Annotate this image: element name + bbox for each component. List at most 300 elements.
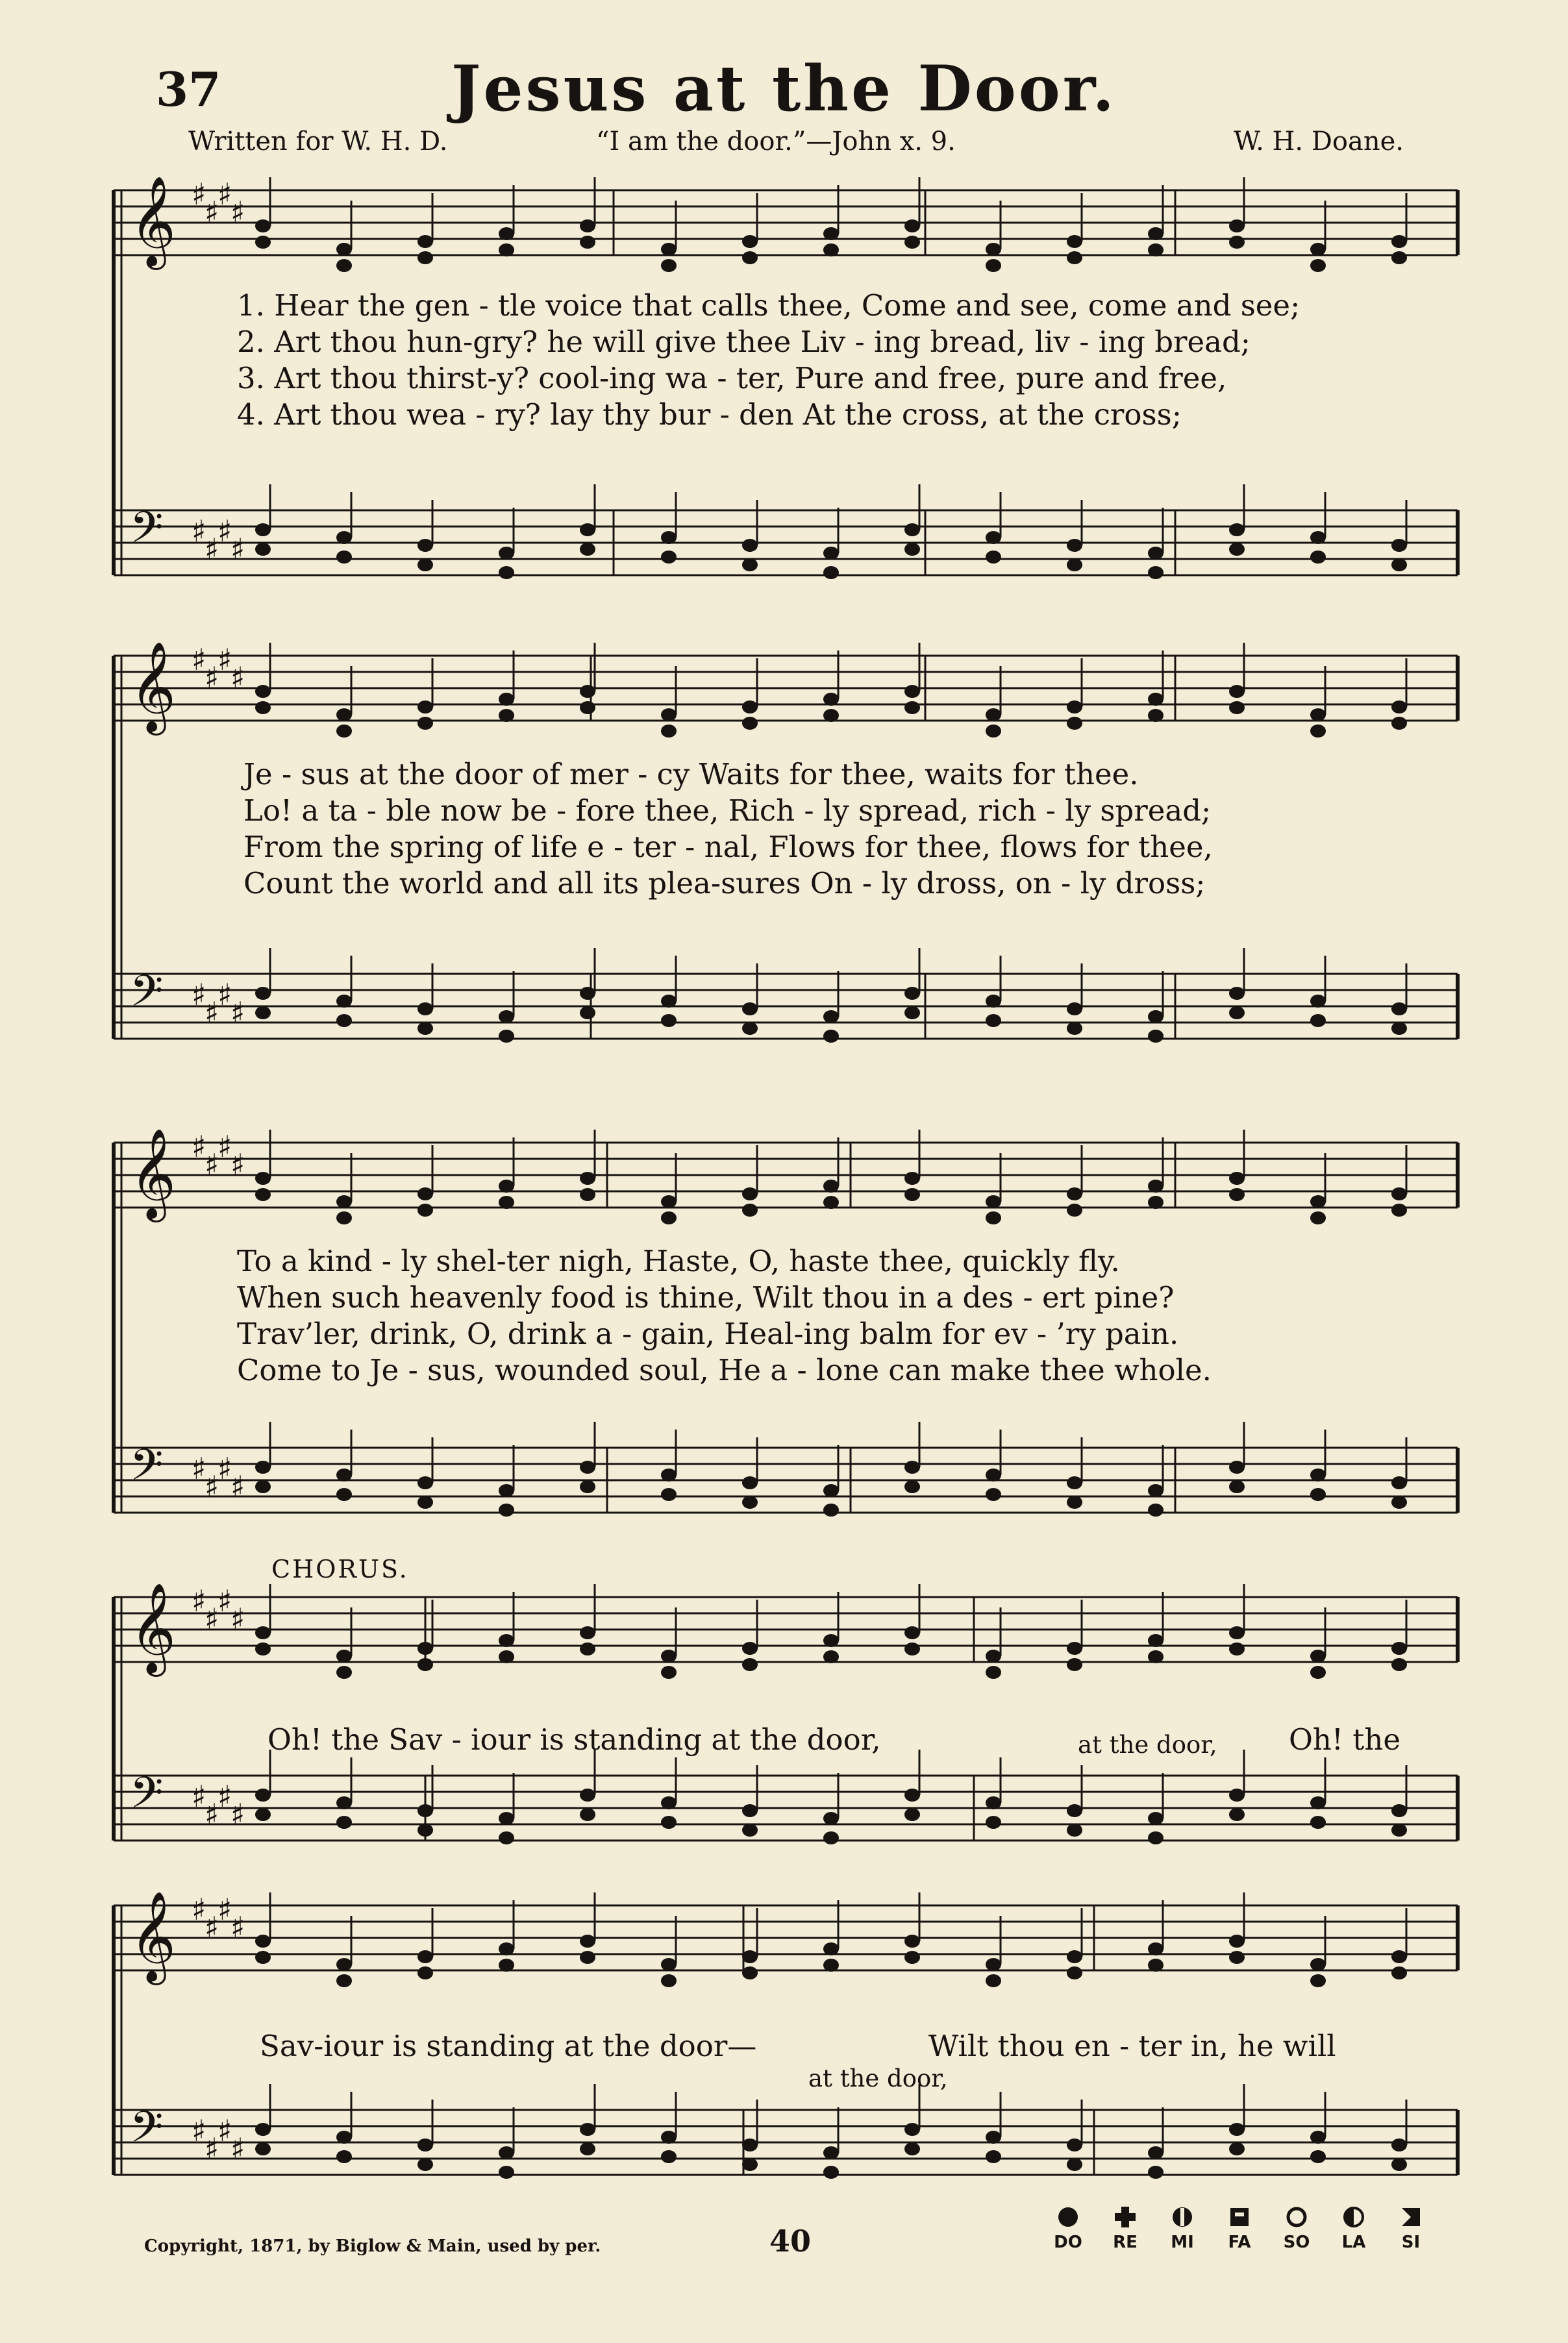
note-head <box>1229 1006 1245 1019</box>
note-head <box>1148 1959 1164 1972</box>
note-head <box>255 1643 271 1655</box>
sharp-icon: ♯ <box>218 1779 232 1814</box>
sharp-icon: ♯ <box>218 514 232 549</box>
note-head <box>255 1188 271 1201</box>
sharp-icon: ♯ <box>192 2113 206 2148</box>
note-head <box>1310 1650 1326 1663</box>
note-head <box>1310 1974 1326 1987</box>
treble-clef-icon: 𝄞 <box>130 176 176 266</box>
note-head <box>1391 1950 1407 1963</box>
note-head <box>661 1796 677 1809</box>
note-head <box>986 1014 1001 1027</box>
half-circle-icon <box>1341 2204 1367 2230</box>
note-head <box>1067 717 1082 730</box>
note-head <box>580 685 595 698</box>
sharp-icon: ♯ <box>205 532 219 567</box>
note-head <box>1391 235 1407 248</box>
note-head <box>336 1958 352 1971</box>
note-head <box>417 2138 433 2151</box>
note-head <box>580 1188 595 1201</box>
note-head <box>904 523 920 536</box>
note-head <box>1391 1658 1407 1671</box>
note-head <box>1229 685 1245 698</box>
note-head <box>255 685 271 698</box>
note-head <box>336 1195 352 1208</box>
note-head <box>1391 1804 1407 1817</box>
note-head <box>823 709 839 722</box>
note-head <box>661 1469 677 1481</box>
lyric-line: To a kind - ly shel-ter nigh, Haste, O, haste thee, quickly fly. <box>237 1244 1120 1278</box>
note-head <box>661 1014 677 1027</box>
square-shape-icon <box>1226 2204 1252 2230</box>
note-head <box>904 1188 920 1201</box>
note-head <box>1148 547 1164 560</box>
note-head <box>580 1643 595 1655</box>
note-head <box>1391 558 1407 571</box>
fa-shape: FA <box>1217 2204 1262 2252</box>
note-head <box>499 1831 514 1844</box>
note-head <box>904 701 920 714</box>
so-shape: SO <box>1274 2204 1319 2252</box>
note-head <box>904 2142 920 2155</box>
note-head <box>1310 1469 1326 1481</box>
note-head <box>580 1172 595 1185</box>
note-head <box>986 1958 1001 1971</box>
note-head <box>255 701 271 714</box>
treble-clef-icon: 𝄞 <box>130 1583 176 1673</box>
note-head <box>1310 725 1326 738</box>
note-head <box>1229 1461 1245 1474</box>
note-head <box>336 2131 352 2144</box>
note-head <box>1067 558 1082 571</box>
note-head <box>499 227 514 240</box>
note-head <box>1229 2142 1245 2155</box>
note-head <box>336 1211 352 1224</box>
note-head <box>499 1634 514 1647</box>
note-head <box>1148 1942 1164 1955</box>
note-head <box>1148 1484 1164 1497</box>
treble-clef-icon: 𝄞 <box>130 641 176 732</box>
note-head <box>661 1211 677 1224</box>
note-head <box>255 1480 271 1493</box>
note-head <box>417 1658 433 1671</box>
sharp-icon: ♯ <box>230 532 245 567</box>
note-head <box>580 987 595 1000</box>
chorus-line-2-cont: Wilt thou en - ter in, he will <box>928 2029 1336 2063</box>
note-head <box>1067 1496 1082 1509</box>
note-head <box>823 693 839 706</box>
note-head <box>661 1958 677 1971</box>
note-head <box>1067 1950 1082 1963</box>
note-head <box>823 243 839 256</box>
bar-circle-icon <box>1169 2204 1195 2230</box>
sharp-icon: ♯ <box>218 642 232 677</box>
note-head <box>986 1796 1001 1809</box>
note-head <box>417 1824 433 1837</box>
note-head <box>986 1469 1001 1481</box>
note-head <box>742 235 758 248</box>
note-head <box>742 1950 758 1963</box>
note-head <box>499 547 514 560</box>
dedication: Written for W. H. D. <box>188 127 448 156</box>
note-head <box>661 1195 677 1208</box>
note-head <box>1391 717 1407 730</box>
note-head <box>580 701 595 714</box>
note-head <box>1067 700 1082 713</box>
note-head <box>823 227 839 240</box>
sharp-icon: ♯ <box>230 2131 245 2166</box>
note-head <box>1391 1187 1407 1200</box>
note-head <box>580 1808 595 1821</box>
note-head <box>580 1951 595 1964</box>
note-head <box>255 1626 271 1639</box>
note-head <box>255 1935 271 1948</box>
verse-lines-system-3 <box>237 1243 1212 1389</box>
note-head <box>1148 1831 1164 1844</box>
note-head <box>499 2166 514 2179</box>
note-head <box>742 251 758 264</box>
note-head <box>255 1172 271 1185</box>
note-head <box>986 531 1001 544</box>
note-head <box>1148 1180 1164 1193</box>
lyric-line: Come to Je - sus, wounded soul, He a - lone can make thee whole. <box>237 1353 1212 1387</box>
page-reference-number: 40 <box>769 2224 812 2259</box>
bass-clef-icon: 𝄢 <box>130 1440 164 1500</box>
note-head <box>823 1959 839 1972</box>
note-head <box>417 1476 433 1489</box>
note-head <box>336 708 352 721</box>
note-head <box>1229 1626 1245 1639</box>
sharp-icon: ♯ <box>205 2131 219 2166</box>
bass-clef-icon: 𝄢 <box>130 502 164 563</box>
note-head <box>1067 1642 1082 1655</box>
note-head <box>1310 1816 1326 1829</box>
note-head <box>742 1002 758 1015</box>
note-head <box>499 2146 514 2159</box>
note-head <box>823 1484 839 1497</box>
note-head <box>986 1974 1001 1987</box>
note-head <box>1148 693 1164 706</box>
note-head <box>499 1942 514 1955</box>
note-head <box>1067 1658 1082 1671</box>
note-head <box>742 1642 758 1655</box>
note-head <box>336 725 352 738</box>
note-head <box>417 1002 433 1015</box>
note-head <box>417 717 433 730</box>
note-head <box>1067 235 1082 248</box>
sharp-icon: ♯ <box>192 642 206 677</box>
note-head <box>742 1824 758 1837</box>
note-head <box>417 1204 433 1217</box>
note-head <box>580 1789 595 1802</box>
lyric-line: 2. Art thou hun-gry? he will give thee Liv - ing bread, liv - ing bread; <box>237 325 1251 359</box>
note-head <box>580 219 595 232</box>
note-head <box>1310 243 1326 256</box>
note-head <box>336 995 352 1008</box>
note-head <box>417 1022 433 1035</box>
do-shape: DO <box>1045 2204 1091 2252</box>
note-head <box>823 2166 839 2179</box>
note-head <box>1229 219 1245 232</box>
note-head <box>499 1504 514 1517</box>
lyric-line: Lo! a ta - ble now be - fore thee, Rich - ly spread, rich - ly spread; <box>243 793 1212 828</box>
open-circle-icon <box>1284 2204 1310 2230</box>
note-head <box>1391 700 1407 713</box>
note-head <box>1310 551 1326 564</box>
note-head <box>1229 2123 1245 2136</box>
note-head <box>904 219 920 232</box>
chorus-line-2: Sav-iour is standing at the door— <box>260 2029 757 2063</box>
sharp-icon: ♯ <box>218 977 232 1012</box>
lyric-line: 4. Art thou wea - ry? lay thy bur - den At the cross, at the cross; <box>237 397 1182 432</box>
sharp-icon: ♯ <box>230 1147 245 1182</box>
note-head <box>580 1461 595 1474</box>
note-head <box>1310 708 1326 721</box>
note-head <box>417 1496 433 1509</box>
note-head <box>823 1196 839 1209</box>
note-head <box>742 2158 758 2171</box>
note-head <box>336 1666 352 1679</box>
chorus-line-1: Oh! the Sav - iour is standing at the door, <box>268 1722 881 1757</box>
mi-shape: MI <box>1160 2204 1205 2252</box>
bass-clef-icon: 𝄢 <box>130 966 164 1026</box>
sharp-icon: ♯ <box>192 1129 206 1164</box>
note-head <box>1148 1030 1164 1043</box>
notched-shape-icon <box>1398 2204 1424 2230</box>
note-head <box>255 987 271 1000</box>
note-head <box>986 995 1001 1008</box>
note-head <box>661 2131 677 2144</box>
note-head <box>1067 1804 1082 1817</box>
note-head <box>417 251 433 264</box>
note-head <box>580 1626 595 1639</box>
sharp-icon: ♯ <box>205 195 219 230</box>
note-head <box>336 551 352 564</box>
lyric-line: When such heavenly food is thine, Wilt thou in a des - ert pine? <box>237 1280 1175 1315</box>
sharp-icon: ♯ <box>230 1797 245 1832</box>
note-head <box>499 693 514 706</box>
note-head <box>336 1974 352 1987</box>
lyric-line: Je - sus at the door of mer - cy Waits for thee, waits for thee. <box>243 757 1139 791</box>
note-head <box>580 1480 595 1493</box>
note-head <box>1148 227 1164 240</box>
note-head <box>986 725 1001 738</box>
chorus-label: CHORUS. <box>271 1555 409 1583</box>
note-head <box>1067 1966 1082 1979</box>
note-head <box>1391 539 1407 552</box>
note-head <box>1310 1796 1326 1809</box>
note-head <box>255 543 271 556</box>
note-head <box>986 1666 1001 1679</box>
sharp-icon: ♯ <box>192 1892 206 1927</box>
note-head <box>904 1935 920 1948</box>
sharp-icon: ♯ <box>218 1583 232 1618</box>
note-head <box>336 531 352 544</box>
bass-clef-icon: 𝄢 <box>130 1768 164 1828</box>
note-head <box>417 1804 433 1817</box>
sharp-icon: ♯ <box>205 660 219 695</box>
lyric-line: Count the world and all its plea-sures On - ly dross, on - ly dross; <box>243 866 1206 900</box>
note-head <box>904 1172 920 1185</box>
note-head <box>1229 523 1245 536</box>
sharp-icon: ♯ <box>205 1602 219 1637</box>
note-head <box>499 566 514 579</box>
note-head <box>417 558 433 571</box>
note-head <box>823 1650 839 1663</box>
note-head <box>904 236 920 249</box>
verse-lines-system-1 <box>237 288 1300 433</box>
sharp-icon: ♯ <box>192 177 206 212</box>
sharp-icon: ♯ <box>230 195 245 230</box>
sharp-icon: ♯ <box>218 2113 232 2148</box>
note-head <box>1391 2138 1407 2151</box>
note-head <box>336 2150 352 2163</box>
re-shape: RE <box>1102 2204 1148 2252</box>
note-head <box>499 1959 514 1972</box>
note-head <box>661 708 677 721</box>
note-head <box>1310 1195 1326 1208</box>
treble-clef-icon: 𝄞 <box>130 1128 176 1219</box>
copyright-notice: Copyright, 1871, by Biglow & Main, used by per. <box>144 2237 601 2256</box>
la-shape: LA <box>1331 2204 1376 2252</box>
note-head <box>742 1496 758 1509</box>
note-head <box>1067 1187 1082 1200</box>
note-head <box>986 259 1001 272</box>
note-head <box>742 1022 758 1035</box>
sharp-icon: ♯ <box>230 995 245 1030</box>
note-head <box>1067 1204 1082 1217</box>
note-head <box>255 236 271 249</box>
sharp-icon: ♯ <box>230 1910 245 1945</box>
note-head <box>904 1643 920 1655</box>
note-head <box>1391 1824 1407 1837</box>
note-head <box>1148 2146 1164 2159</box>
verse-lines-system-2 <box>243 756 1213 902</box>
note-head <box>1310 995 1326 1008</box>
note-head <box>742 1966 758 1979</box>
note-head <box>1310 2131 1326 2144</box>
sharp-icon: ♯ <box>192 977 206 1012</box>
note-head <box>1148 566 1164 579</box>
note-head <box>1148 1634 1164 1647</box>
note-head <box>1391 1476 1407 1489</box>
note-head <box>499 1030 514 1043</box>
sharp-icon: ♯ <box>205 1147 219 1182</box>
note-head <box>336 1488 352 1501</box>
note-head <box>904 987 920 1000</box>
filled-circle-icon <box>1055 2204 1081 2230</box>
note-head <box>823 1831 839 1844</box>
note-head <box>336 1816 352 1829</box>
note-head <box>336 1014 352 1027</box>
note-head <box>1148 1010 1164 1023</box>
note-head <box>904 543 920 556</box>
note-head <box>499 1484 514 1497</box>
note-head <box>986 2150 1001 2163</box>
note-head <box>336 1796 352 1809</box>
note-head <box>417 539 433 552</box>
note-head <box>1067 1022 1082 1035</box>
note-head <box>255 2142 271 2155</box>
note-head <box>661 243 677 256</box>
note-head <box>1229 701 1245 714</box>
note-head <box>499 1196 514 1209</box>
note-head <box>986 1816 1001 1829</box>
note-head <box>255 1808 271 1821</box>
note-head <box>1229 987 1245 1000</box>
note-head <box>1229 1480 1245 1493</box>
note-head <box>986 1650 1001 1663</box>
note-head <box>255 219 271 232</box>
note-head <box>661 551 677 564</box>
si-shape: SI <box>1388 2204 1434 2252</box>
note-head <box>823 2146 839 2159</box>
note-head <box>499 1650 514 1663</box>
note-head <box>580 2142 595 2155</box>
note-head <box>661 1650 677 1663</box>
note-head <box>1391 1002 1407 1015</box>
scripture-reference: “I am the door.”—John x. 9. <box>596 127 956 156</box>
note-head <box>1148 243 1164 256</box>
note-head <box>1229 1172 1245 1185</box>
note-head <box>255 1789 271 1802</box>
note-head <box>1067 539 1082 552</box>
shape-note-scale-legend <box>1045 2204 1461 2275</box>
note-head <box>823 1942 839 1955</box>
note-head <box>255 2123 271 2136</box>
note-head <box>742 717 758 730</box>
note-head <box>742 539 758 552</box>
bass-clef-icon: 𝄢 <box>130 2102 164 2163</box>
note-head <box>417 1642 433 1655</box>
chorus-echo-1: at the door, <box>1078 1731 1217 1759</box>
note-head <box>1148 709 1164 722</box>
note-head <box>742 1187 758 1200</box>
note-head <box>336 259 352 272</box>
note-head <box>1148 1504 1164 1517</box>
sharp-icon: ♯ <box>230 1602 245 1637</box>
sharp-icon: ♯ <box>192 1779 206 1814</box>
sharp-icon: ♯ <box>205 1910 219 1945</box>
sharp-icon: ♯ <box>205 995 219 1030</box>
note-head <box>580 1006 595 1019</box>
note-head <box>904 1789 920 1802</box>
note-head <box>1229 1935 1245 1948</box>
sharp-icon: ♯ <box>192 1451 206 1486</box>
lyric-line: 1. Hear the gen - tle voice that calls thee, Come and see, come and see; <box>237 288 1300 323</box>
lyric-line: From the spring of life e - ter - nal, Flows for thee, flows for thee, <box>243 830 1213 864</box>
note-head <box>580 1935 595 1948</box>
note-head <box>661 725 677 738</box>
note-head <box>417 700 433 713</box>
note-head <box>986 708 1001 721</box>
note-head <box>823 1180 839 1193</box>
note-head <box>742 1804 758 1817</box>
note-head <box>1310 1666 1326 1679</box>
note-head <box>742 1476 758 1489</box>
sharp-icon: ♯ <box>218 1129 232 1164</box>
note-head <box>661 1488 677 1501</box>
note-head <box>1148 2166 1164 2179</box>
note-head <box>336 243 352 256</box>
note-head <box>499 1180 514 1193</box>
note-head <box>742 2138 758 2151</box>
note-head <box>904 1951 920 1964</box>
note-head <box>336 1469 352 1481</box>
note-head <box>661 995 677 1008</box>
note-head <box>1067 251 1082 264</box>
note-head <box>417 235 433 248</box>
